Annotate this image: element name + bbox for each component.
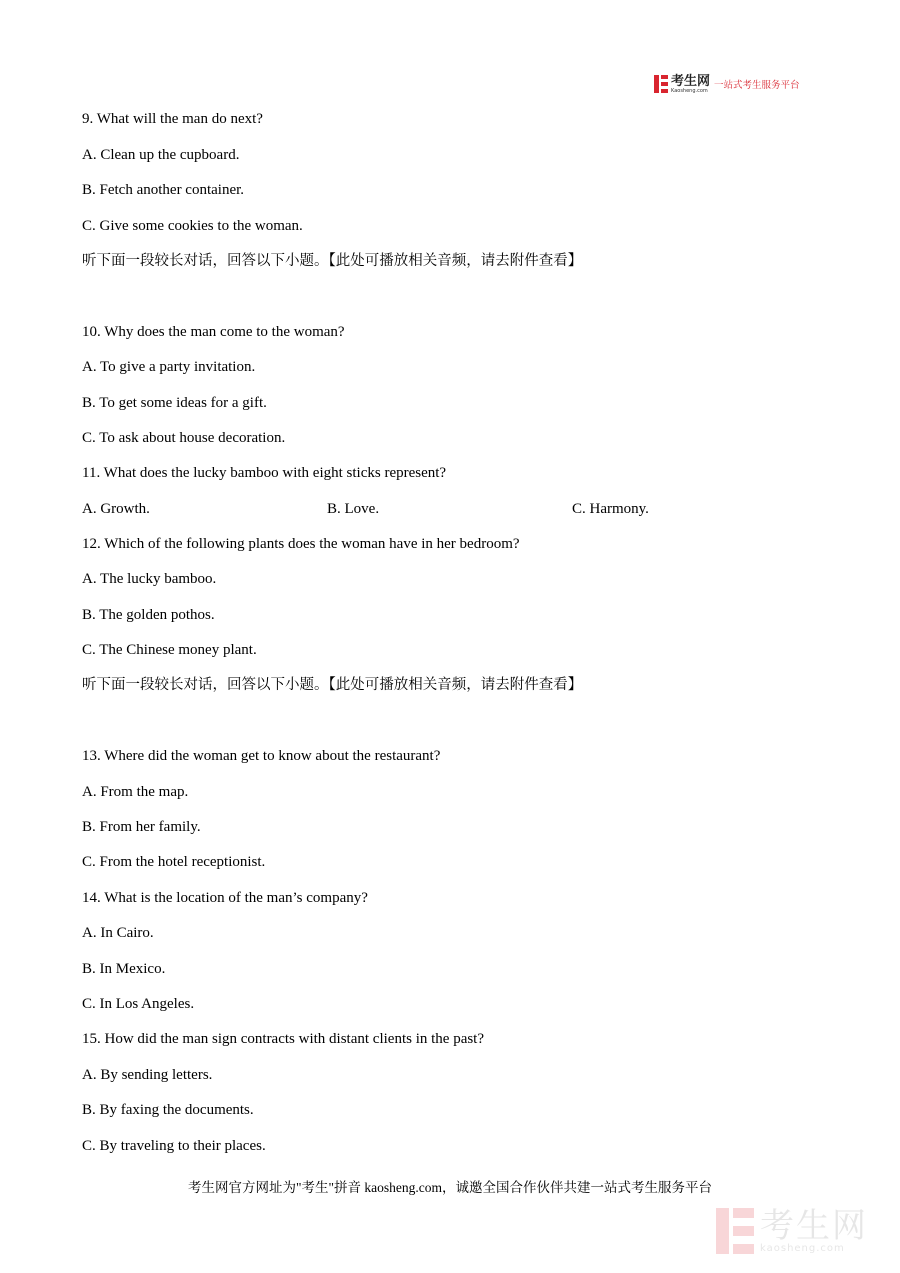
question-13-option-b: B. From her family.	[82, 819, 201, 835]
question-13-option-c: C. From the hotel receptionist.	[82, 854, 266, 870]
question-11-option-a: A. Growth.	[82, 501, 150, 517]
question-15-option-a: A. By sending letters.	[82, 1067, 213, 1083]
question-14: 14. What is the location of the man’s company?	[82, 890, 368, 906]
watermark-domain: kaosheng.com	[760, 1242, 845, 1254]
question-13: 13. Where did the woman get to know about the restaurant?	[82, 748, 441, 764]
question-11-option-b: B. Love.	[327, 501, 380, 517]
kaosheng-logo-icon	[654, 75, 668, 93]
question-15-option-b: B. By faxing the documents.	[82, 1102, 254, 1118]
question-9-option-c: C. Give some cookies to the woman.	[82, 218, 303, 234]
question-9-option-b: B. Fetch another container.	[82, 182, 245, 198]
kaosheng-watermark-icon	[716, 1208, 754, 1254]
question-12: 12. Which of the following plants does the woman have in her bedroom?	[82, 536, 520, 552]
question-9: 9. What will the man do next?	[82, 111, 263, 127]
footer-text: 考生网官方网址为"考生"拼音 kaosheng.com，诚邀全国合作伙伴共建一站式考生服务平台	[187, 1180, 712, 1195]
listening-instruction-2: 听下面一段较长对话，回答以下小题。【此处可播放相关音频，请去附件查看】	[82, 677, 583, 693]
header-logo	[654, 74, 800, 94]
question-10-option-c: C. To ask about house decoration.	[82, 430, 286, 446]
watermark-logo	[716, 1206, 886, 1256]
question-15-option-c: C. By traveling to their places.	[82, 1138, 266, 1154]
question-12-option-c: C. The Chinese money plant.	[82, 642, 257, 658]
logo-name: 考生网	[671, 73, 711, 89]
question-14-option-c: C. In Los Angeles.	[82, 996, 195, 1012]
question-11-option-c: C. Harmony.	[572, 501, 649, 517]
question-10-option-b: B. To get some ideas for a gift.	[82, 395, 267, 411]
question-14-option-a: A. In Cairo.	[82, 925, 154, 941]
question-10: 10. Why does the man come to the woman?	[82, 324, 345, 340]
question-12-option-b: B. The golden pothos.	[82, 607, 215, 623]
question-14-option-b: B. In Mexico.	[82, 961, 166, 977]
watermark-name: 考生网	[760, 1205, 868, 1246]
question-10-option-a: A. To give a party invitation.	[82, 359, 256, 375]
question-12-option-a: A. The lucky bamboo.	[82, 571, 217, 587]
listening-instruction-1: 听下面一段较长对话，回答以下小题。【此处可播放相关音频，请去附件查看】	[82, 253, 583, 269]
question-9-option-a: A. Clean up the cupboard.	[82, 147, 240, 163]
logo-slogan: 一站式考生服务平台	[714, 80, 800, 91]
question-11: 11. What does the lucky bamboo with eight sticks represent?	[82, 465, 447, 481]
logo-domain: Kaosheng.com	[671, 87, 708, 94]
question-15: 15. How did the man sign contracts with distant clients in the past?	[82, 1031, 485, 1047]
question-13-option-a: A. From the map.	[82, 784, 189, 800]
